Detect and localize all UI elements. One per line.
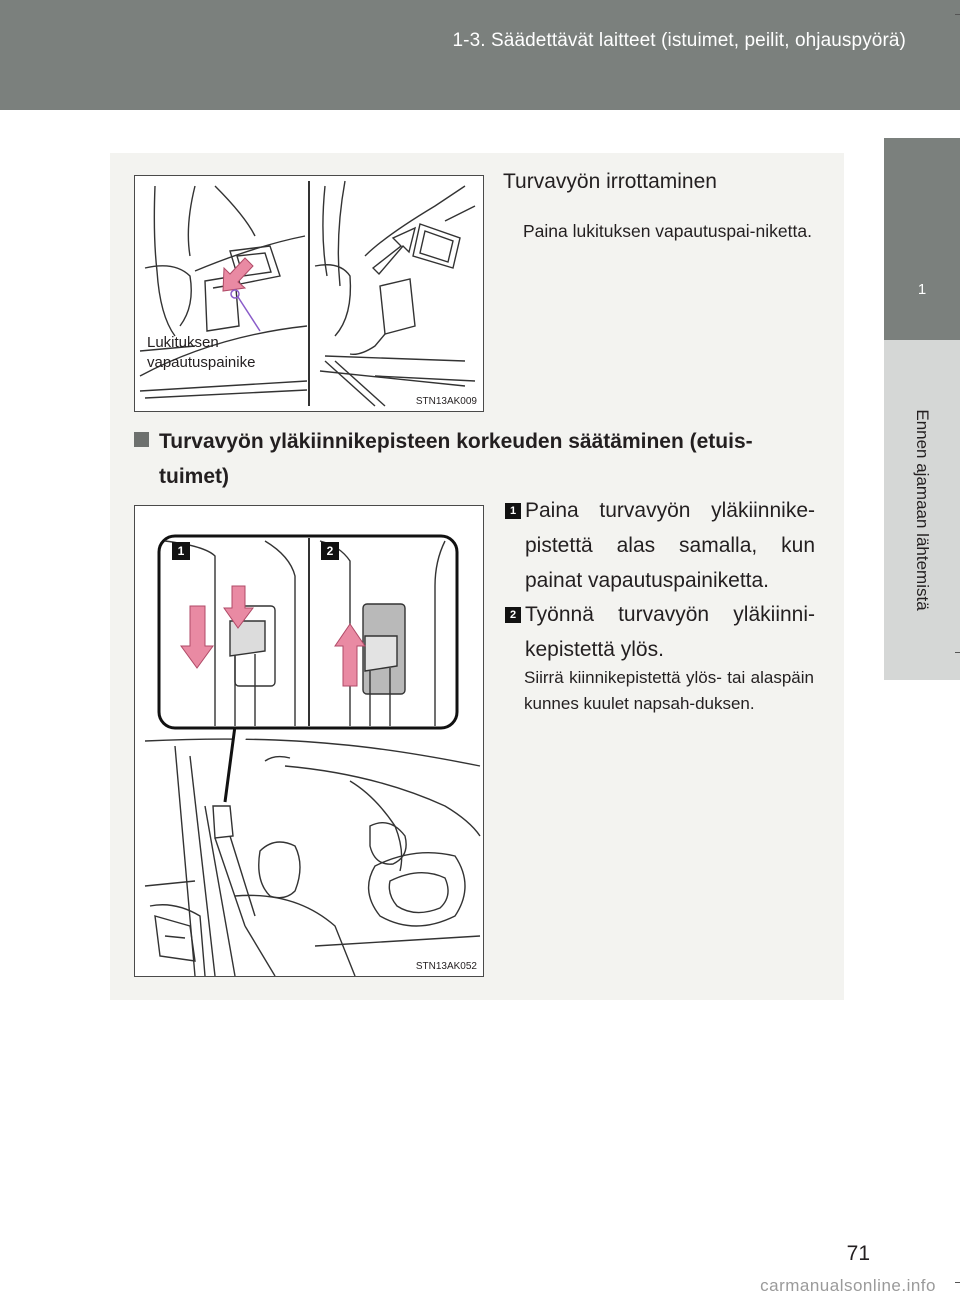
belt-release-illustration [135, 176, 483, 411]
crop-mark [955, 652, 960, 653]
section-title: 1-3. Säädettävät laitteet (istuimet, peilit, ohjauspyörä) [452, 30, 906, 51]
chapter-title-tab [884, 340, 960, 680]
figure-code: STN13AK052 [415, 961, 477, 972]
page-number: 71 [846, 1242, 870, 1265]
step-number-badge: 1 [505, 503, 521, 519]
callout-label-line1: Lukituksen [147, 334, 219, 351]
watermark[interactable]: carmanualsonline.info [760, 1276, 936, 1295]
figure-anchor-adjust [134, 505, 484, 977]
callout-label [147, 333, 255, 373]
section-heading: Turvavyön irrottaminen [503, 170, 717, 193]
press-arrow-icon [223, 258, 253, 291]
chapter-title: Ennen ajamaan lähtemistä [913, 409, 932, 611]
subsection-heading-line2: tuimet) [159, 465, 229, 488]
step-number-badge: 2 [505, 607, 521, 623]
callout-pointer [238, 297, 260, 331]
panel-label-1: 1 [172, 542, 190, 560]
release-button-marker [231, 290, 239, 298]
chapter-tab[interactable] [884, 138, 960, 340]
crop-mark [955, 14, 960, 15]
step-text: Paina turvavyön yläkiinnike-pistettä alas samalla, kun painat vapautuspainiketta. [525, 499, 815, 592]
square-bullet-icon [134, 432, 149, 447]
step-2 [505, 597, 815, 667]
chapter-number: 1 [917, 281, 927, 298]
figure-code: STN13AK009 [415, 396, 477, 407]
anchor-adjust-illustration [135, 506, 483, 976]
up-arrow-icon [373, 228, 415, 274]
step-text: Työnnä turvavyön yläkiinni-kepistettä ylös. [525, 603, 815, 661]
callout-label-line2: vapautuspainike [147, 354, 256, 371]
subsection-heading [134, 424, 814, 494]
subsection-heading-line1: Turvavyön yläkiinnikepisteen korkeuden säätäminen (etuis- [159, 430, 753, 453]
crop-mark [955, 1282, 960, 1283]
figure-belt-release [134, 175, 484, 412]
step-1 [505, 493, 815, 598]
panel-label-2: 2 [321, 542, 339, 560]
header-band [0, 0, 960, 110]
note-text: Siirrä kiinnikepistettä ylös- tai alaspäin kunnes kuulet napsah-duksen. [524, 668, 814, 713]
section-text: Paina lukituksen vapautuspai-niketta. [523, 221, 812, 241]
